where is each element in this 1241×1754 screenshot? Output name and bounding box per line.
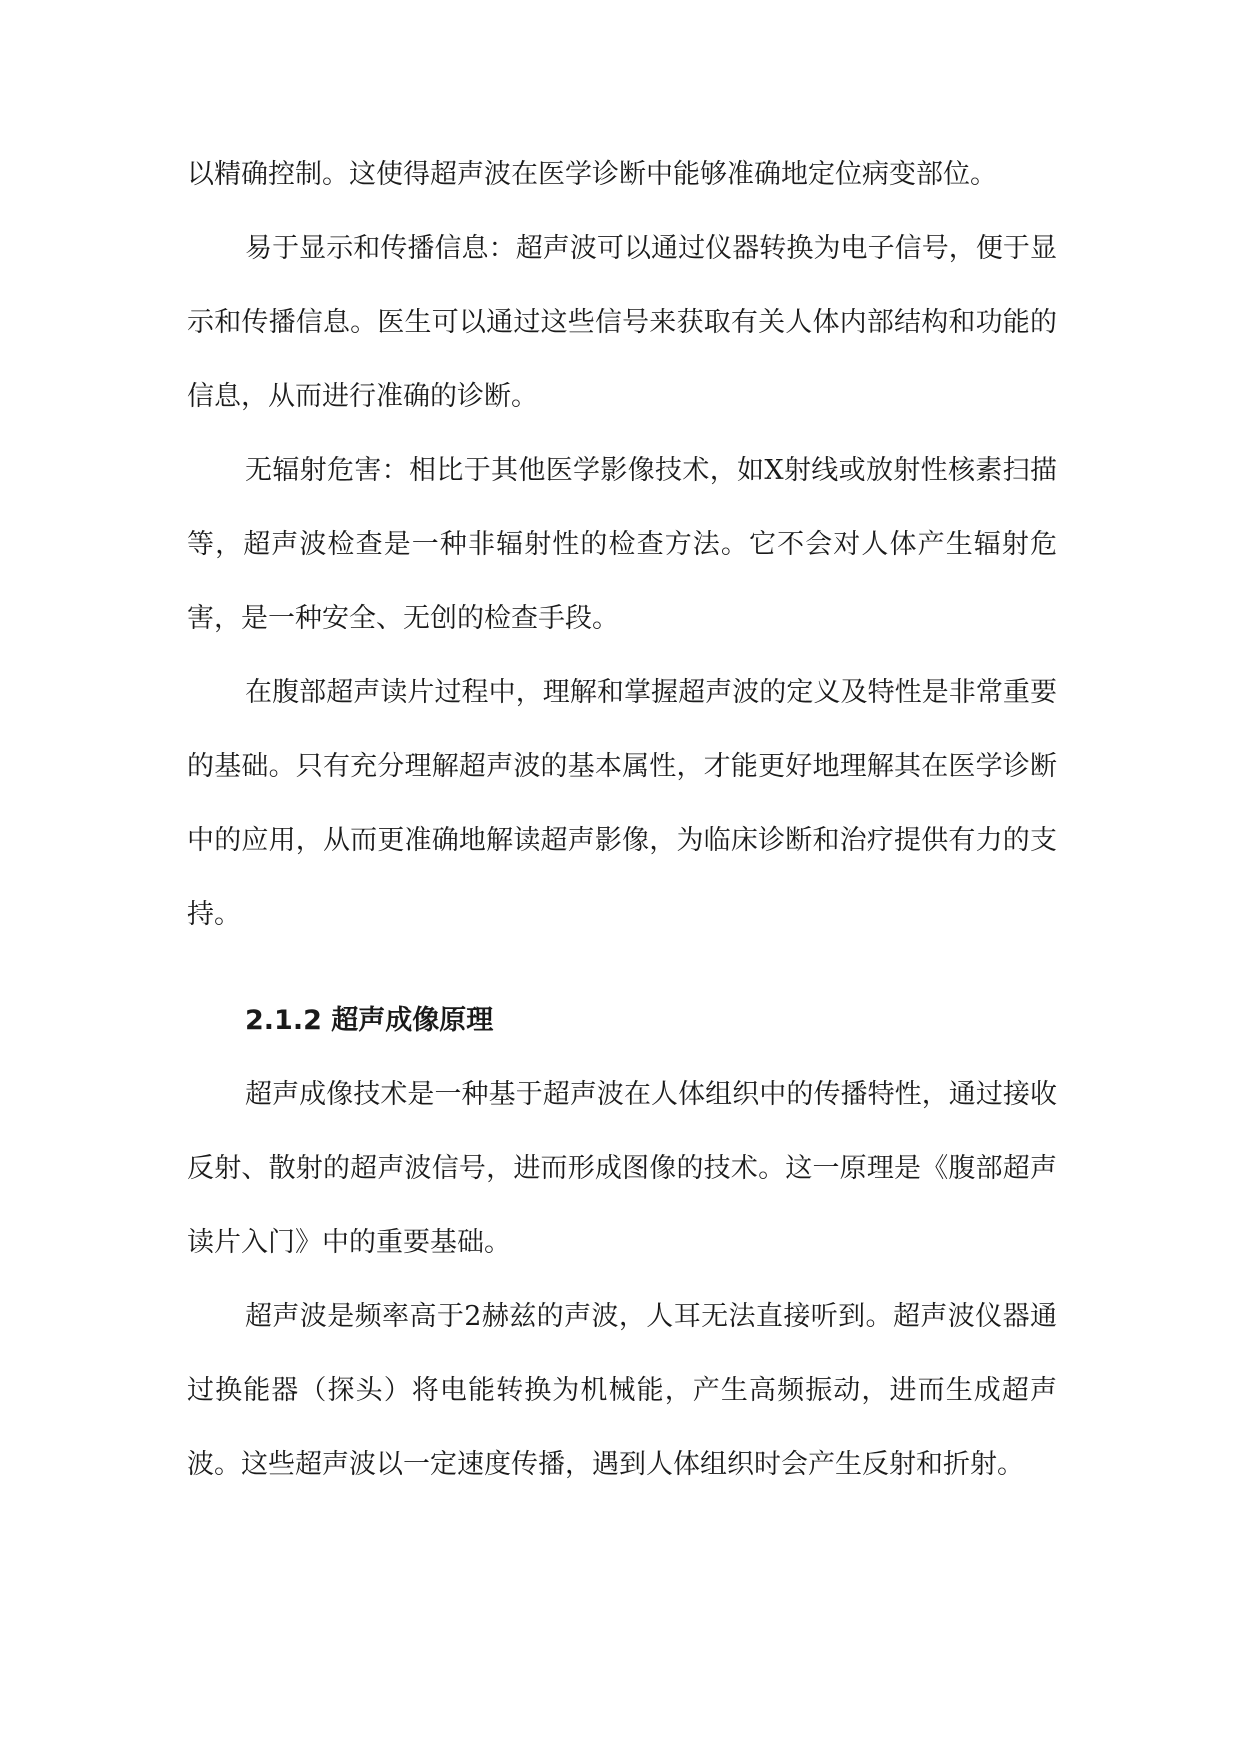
paragraph-no-radiation: 无辐射危害：相比于其他医学影像技术，如X射线或放射性核素扫描等，超声波检查是一种非辐射性的检查方法。它不会对人体产生辐射危害，是一种安全、无创的检查手段。 [187,455,1057,634]
paragraph-importance: 在腹部超声读片过程中，理解和掌握超声波的定义及特性是非常重要的基础。只有充分理解超声波的基本属性，才能更好地理解其在医学诊断中的应用，从而更准确地解读超声影像，为临床诊断和治疗提供有力的支持。 [187,677,1057,930]
paragraph-precise-control: 以精确控制。这使得超声波在医学诊断中能够准确地定位病变部位。 [187,159,997,190]
document-body [187,138,1057,1502]
section-heading: 2.1.2 超声成像原理 [245,1005,494,1036]
section-gap [187,952,1057,984]
paragraph-display-and-transmit: 易于显示和传播信息：超声波可以通过仪器转换为电子信号，便于显示和传播信息。医生可以通过这些信号来获取有关人体内部结构和功能的信息，从而进行准确的诊断。 [187,233,1057,412]
paragraph-ultrasound-generation: 超声波是频率高于2赫兹的声波，人耳无法直接听到。超声波仪器通过换能器（探头）将电能转换为机械能，产生高频振动，进而生成超声波。这些超声波以一定速度传播，遇到人体组织时会产生反射和折射。 [187,1301,1057,1480]
paragraph-imaging-technique: 超声成像技术是一种基于超声波在人体组织中的传播特性，通过接收反射、散射的超声波信号，进而形成图像的技术。这一原理是《腹部超声读片入门》中的重要基础。 [187,1079,1057,1258]
